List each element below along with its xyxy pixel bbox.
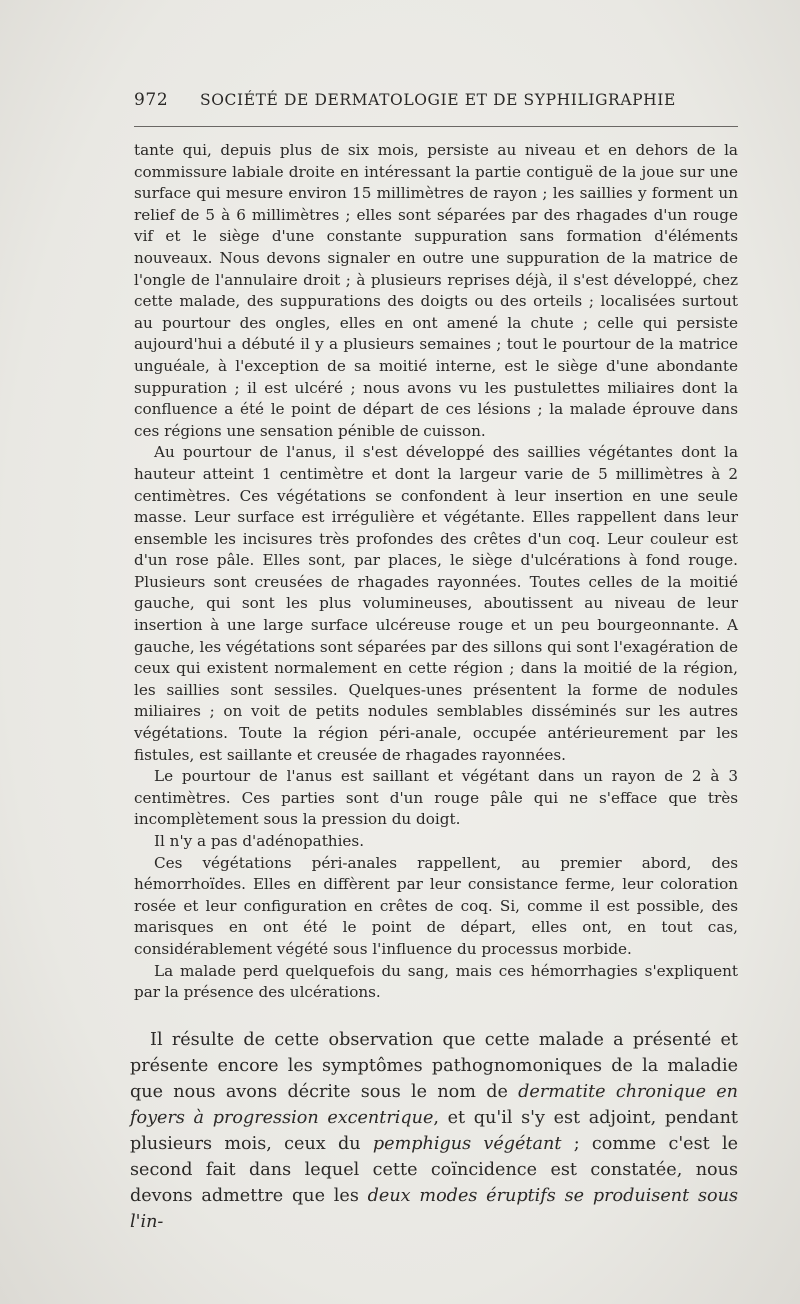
conclusion-text-3: ; comme c'est le second fait dans lequel cette coïncidence est constatée, nous devons admettre que les [130, 1134, 739, 1206]
header-rule [134, 126, 738, 127]
conclusion-text [130, 1027, 738, 1235]
running-header [134, 90, 738, 114]
paragraph: La malade perd quelquefois du sang, mais ces hémorrhagies s'expliquent par la présence des ulcérations. [134, 961, 738, 1002]
conclusion-text-1: Il résulte de cette observation que cette malade a présenté et présente encore les symptômes pathognomoniques de la maladie que nous avons décrite sous le nom de [130, 1030, 738, 1102]
paragraph: Ces végétations péri-anales rappellent, au premier abord, des hémorrhoïdes. Elles en diffèrent par leur consistance ferme, leur coloration rosée et leur configuration en crêtes de coq. Si, comme il est possible, des marisques en ont été le point de départ, elles ont, en tout cas, considérablement végété sous l'influence du processus morbide. [134, 853, 738, 958]
running-title: SOCIÉTÉ DE DERMATOLOGIE ET DE SYPHILIGRAPHIE [200, 91, 676, 109]
observation-text [134, 140, 738, 1004]
paragraph: Il n'y a pas d'adénopathies. [154, 832, 365, 850]
conclusion-italic-2: pemphigus végétant [372, 1134, 562, 1154]
paragraph: Le pourtour de l'anus est saillant et végétant dans un rayon de 2 à 3 centimètres. Ces parties sont d'un rouge pâle qui ne s'efface que très incomplètement sous la pression du doigt. [134, 767, 738, 829]
conclusion-italic-1: dermatite chronique en foyers à progression excentrique [130, 1082, 738, 1128]
paragraph: tante qui, depuis plus de six mois, persiste au niveau et en dehors de la commissure labiale droite en intéressant la partie contiguë de la joue sur une surface qui mesure environ 15 millimètres de rayon ; les saillies y forment un relief de 5 à 6 millimètres ; elles sont séparées par des rhagades d'un rouge vif et le siège d'une constante suppuration sans formation d'éléments nouveaux. Nous devons signaler en outre une suppuration de la matrice de l'ongle de l'annulaire droit ; à plusieurs reprises déjà, il s'est développé, chez cette malade, des suppurations des doigts ou des orteils ; localisées surtout au pourtour des ongles, elles en ont amené la chute ; celle qui persiste aujourd'hui a débuté il y a plusieurs semaines ; tout le pourtour de la matrice unguéale, à l'exception de sa moitié interne, est le siège d'une abondante suppuration ; il est ulcéré ; nous avons vu les pustulettes miliaires dont la confluence a été le point de départ de ces lésions ; la malade éprouve dans ces régions une sensation pénible de cuisson. [134, 141, 738, 440]
conclusion-text-2: , et qu'il s'y est adjoint, pendant plusieurs mois, ceux du [130, 1108, 738, 1154]
page-number: 972 [134, 90, 169, 110]
conclusion-paragraph [130, 1027, 738, 1235]
paragraph: Au pourtour de l'anus, il s'est développé des saillies végétantes dont la hauteur atteint 1 centimètre et dont la largeur varie de 5 millimètres à 2 centimètres. Ces végétations se confondent à leur insertion en une seule masse. Leur surface est irrégulière et végétante. Elles rappellent dans leur ensemble les incisures très profondes des crêtes d'un coq. Leur couleur est d'un rose pâle. Elles sont, par places, le siège d'ulcérations à fond rouge. Plusieurs sont creusées de rhagades rayonnées. Toutes celles de la moitié gauche, qui sont les plus volumineuses, aboutissent au niveau de leur insertion à une large surface ulcéreuse rouge et un peu bourgeonnante. A gauche, les végétations sont séparées par des sillons qui sont l'exagération de ceux qui existent normalement en cette région ; dans la moitié de la région, les saillies sont sessiles. Quelques-unes présentent la forme de nodules miliaires ; on voit de petits nodules semblables disséminés sur les autres végétations. Toute la région péri-anale, occupée antérieurement par les fistules, est saillante et creusée de rhagades rayonnées. [134, 443, 738, 764]
conclusion-italic-3: deux modes éruptifs se produisent sous l'in- [130, 1186, 738, 1232]
